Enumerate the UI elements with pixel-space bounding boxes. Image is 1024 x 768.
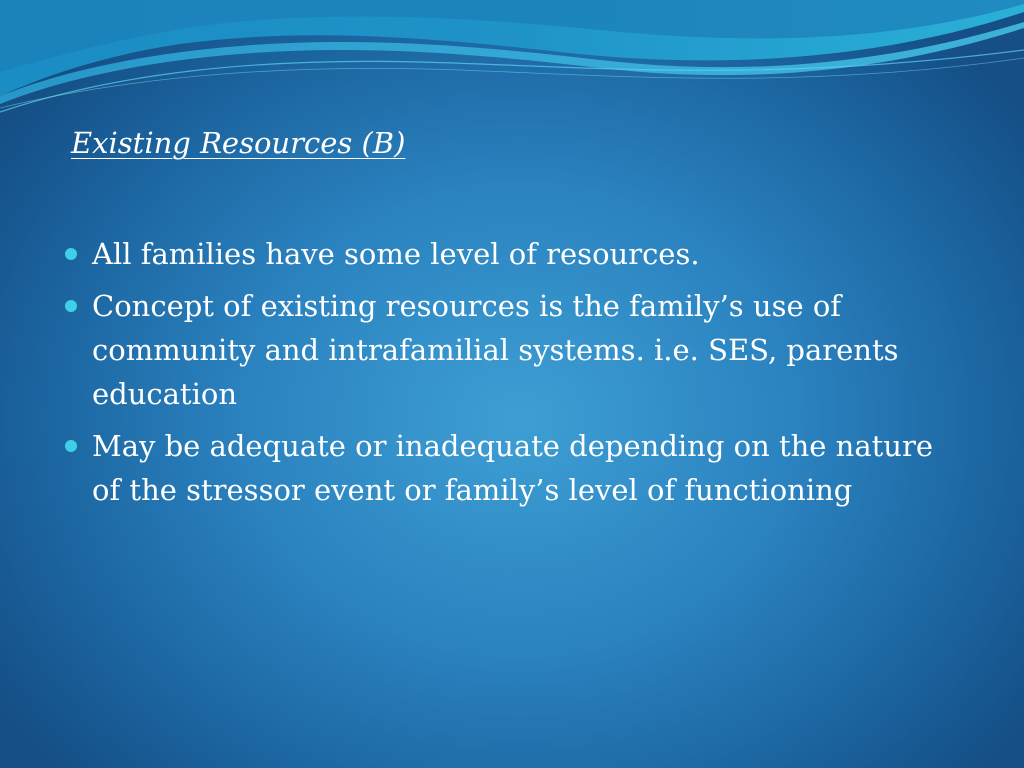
bullet-text: All families have some level of resources. <box>92 237 700 271</box>
bullet-dot-icon <box>65 248 77 260</box>
header-wave-decoration <box>0 0 1024 120</box>
bullet-item <box>63 424 963 512</box>
bullet-text: May be adequate or inadequate depending on the nature of the stressor event or family’s level of functioning <box>92 429 933 507</box>
bullet-item <box>63 232 963 276</box>
bullet-text: Concept of existing resources is the family’s use of community and intrafamilial systems. i.e. SES, parents education <box>92 289 899 411</box>
slide-title: Existing Resources (B) <box>71 126 406 160</box>
bullet-dot-icon <box>65 300 77 312</box>
bullet-item <box>63 284 963 416</box>
bullet-dot-icon <box>65 440 77 452</box>
bullet-list <box>63 232 963 520</box>
